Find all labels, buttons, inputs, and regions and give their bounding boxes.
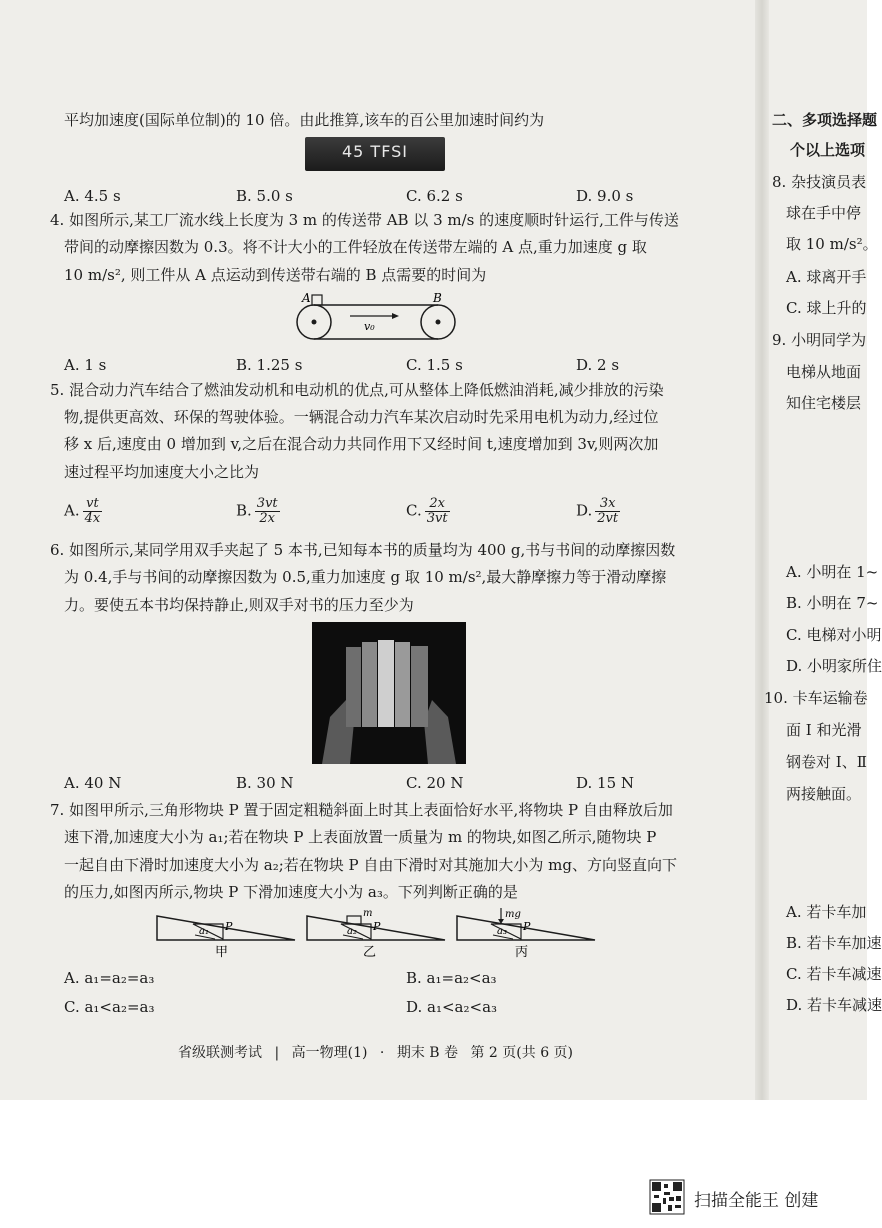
car-badge-text: 45 TFSI [341, 142, 408, 161]
scanner-watermark [650, 1180, 860, 1216]
block-p-label-bing: P [523, 920, 531, 933]
scanner-label: 扫描全能王 创建 [694, 1191, 819, 1211]
velocity-arrowhead [392, 313, 399, 319]
q10-option-a: A. 若卡车加 [786, 903, 867, 921]
page-gutter [755, 0, 769, 1100]
q5-option-c-fraction: $\frac{2x}{3vt}$ [426, 496, 448, 526]
q10-line-4: 两接触面。 [786, 785, 862, 803]
q6-line-2: 为 0.4,手与书间的动摩擦因数为 0.5,重力加速度 g 取 10 m/s²,最大静摩擦力等于滑动摩擦 [64, 568, 667, 586]
q9-line-2: 电梯从地面 [786, 363, 862, 381]
q9-option-d: D. 小明家所住 [786, 657, 882, 675]
q6-option-d: D. 15 N [576, 774, 635, 792]
q5-line-3: 移 x 后,速度由 0 增加到 v,之后在混合动力共同作用下又经时间 t,速度增加到 3v,则两次加 [64, 435, 659, 453]
figure-label-jia: 甲 [215, 945, 229, 960]
q9-option-c: C. 电梯对小明 [786, 626, 882, 644]
page-footer [178, 1042, 581, 1062]
block-p-label-yi: P [373, 920, 381, 933]
block-p-label-jia: P [225, 920, 233, 933]
mass-m-label: m [363, 908, 373, 919]
q5-option-a: A. $\frac{vt}{4x}$ [64, 496, 101, 526]
q7-option-d: D. a₁<a₂<a₃ [406, 998, 498, 1016]
q6-option-a: A. 40 N [64, 774, 122, 792]
q3-option-d: D. 9.0 s [576, 187, 634, 205]
q10-line-2: 面 Ⅰ 和光滑 [786, 721, 862, 739]
point-b-label: B [433, 291, 442, 305]
q6-option-c: C. 20 N [406, 774, 464, 792]
car-badge-image [305, 137, 445, 171]
q7-option-b: B. a₁=a₂<a₃ [406, 969, 497, 987]
right-pulley-axle [436, 320, 441, 325]
figure-label-bing: 丙 [515, 945, 529, 960]
q5-option-a-fraction: $\frac{vt}{4x}$ [84, 496, 101, 526]
footer-page-number: 第 2 页(共 6 页) [470, 1045, 574, 1061]
workpiece-block [312, 295, 322, 305]
q4-option-b: B. 1.25 s [236, 356, 303, 374]
q7-line-1: 7. 如图甲所示,三角形物块 P 置于固定粗糙斜面上时其上表面恰好水平,将物块 P 自由释放后加 [50, 801, 673, 819]
q5-option-c: C. $\frac{2x}{3vt}$ [406, 496, 448, 526]
footer-dot: · [379, 1045, 385, 1061]
velocity-label: v₀ [364, 320, 375, 333]
figure-label-yi: 乙 [363, 945, 377, 960]
section-two-heading: 二、多项选择题 [772, 111, 878, 129]
q4-option-d: D. 2 s [576, 356, 620, 374]
q10-option-b: B. 若卡车加速 [786, 934, 882, 952]
accel-a3-label: a₃ [497, 926, 507, 937]
section-two-subheading: 个以上选项 [790, 141, 866, 159]
book-2 [362, 642, 377, 727]
q3-option-c: C. 6.2 s [406, 187, 463, 205]
footer-exam-name: 省级联测考试 [178, 1045, 262, 1061]
q7-line-2: 速下滑,加速度大小为 a₁;若在物块 P 上表面放置一质量为 m 的物块,如图乙所示,随物块 P [64, 828, 657, 846]
footer-divider: | [274, 1045, 280, 1061]
footer-paper-type: 期末 B 卷 [396, 1045, 459, 1061]
q7-option-a: A. a₁=a₂=a₃ [64, 969, 155, 987]
q5-options [64, 497, 704, 531]
q5-line-2: 物,提供更高效、环保的驾驶体验。一辆混合动力汽车某次启动时先采用电机为动力,经过位 [64, 408, 659, 426]
incline-figure-yi [307, 908, 445, 960]
q3-tail-text: 平均加速度(国际单位制)的 10 倍。由此推算,该车的百公里加速时间约为 [64, 111, 545, 129]
q9-option-b: B. 小明在 7~ [786, 594, 879, 612]
q5-option-d-fraction: $\frac{3x}{2vt}$ [597, 496, 619, 526]
q5-option-b: B. $\frac{3vt}{2x}$ [236, 496, 278, 526]
books-photo [312, 622, 466, 764]
q4-option-a: A. 1 s [64, 356, 107, 374]
q4-line-1: 4. 如图所示,某工厂流水线上长度为 3 m 的传送带 AB 以 3 m/s 的速度顺时针运行,工件与传送 [50, 211, 679, 229]
q10-option-c: C. 若卡车减速 [786, 965, 882, 983]
q9-line-1: 9. 小明同学为 [772, 331, 867, 349]
conveyor-belt-figure [296, 290, 458, 352]
left-pulley-axle [312, 320, 317, 325]
q10-option-d: D. 若卡车减速 [786, 996, 882, 1014]
q8-line-3: 取 10 m/s²。 [786, 235, 878, 253]
q7-line-3: 一起自由下滑时加速度大小为 a₂;若在物块 P 自由下滑时对其施加大小为 mg、方向竖直向下 [64, 856, 678, 874]
q8-option-a: A. 球离开手 [786, 268, 867, 286]
force-mg-label: mg [505, 909, 521, 920]
q10-line-1: 10. 卡车运输卷 [764, 689, 868, 707]
footer-subject: 高一物理(1) [291, 1045, 368, 1061]
accel-a1-label: a₁ [199, 926, 209, 937]
q5-line-1: 5. 混合动力汽车结合了燃油发动机和电动机的优点,可从整体上降低燃油消耗,减少排放的污染 [50, 381, 664, 399]
q3-option-b: B. 5.0 s [236, 187, 293, 205]
q7-option-c: C. a₁<a₂=a₃ [64, 998, 155, 1016]
q4-option-c: C. 1.5 s [406, 356, 463, 374]
q6-line-1: 6. 如图所示,某同学用双手夹起了 5 本书,已知每本书的质量均为 400 g,书与书间的动摩擦因数 [50, 541, 676, 559]
q10-line-3: 钢卷对 Ⅰ、Ⅱ [786, 753, 867, 771]
accel-a2-label: a₂ [347, 926, 357, 937]
q4-line-3: 10 m/s², 则工件从 A 点运动到传送带右端的 B 点需要的时间为 [64, 266, 487, 284]
book-5 [411, 646, 428, 727]
q9-option-a: A. 小明在 1~ [786, 563, 879, 581]
q3-option-a: A. 4.5 s [64, 187, 121, 205]
q6-line-3: 力。要使五本书均保持静止,则双手对书的压力至少为 [64, 596, 414, 614]
incline-figure-jia [157, 916, 295, 960]
q4-line-2: 带间的动摩擦因数为 0.3。将不计大小的工件轻放在传送带左端的 A 点,重力加速度 g 取 [64, 238, 647, 256]
book-1 [346, 647, 361, 727]
q7-line-4: 的压力,如图丙所示,物块 P 下滑加速度大小为 a₃。下列判断正确的是 [64, 883, 518, 901]
book-4 [395, 642, 410, 727]
incline-figures [155, 908, 625, 970]
qr-code-icon [650, 1180, 684, 1214]
q6-option-b: B. 30 N [236, 774, 294, 792]
point-a-label: A [302, 291, 311, 305]
books-photo-drawing [312, 622, 466, 764]
book-3 [378, 640, 394, 727]
q8-option-c: C. 球上升的 [786, 299, 867, 317]
q5-option-d: D. $\frac{3x}{2vt}$ [576, 496, 619, 526]
q8-line-1: 8. 杂技演员表 [772, 173, 867, 191]
incline-figure-bing [457, 908, 595, 960]
q8-line-2: 球在手中停 [786, 204, 862, 222]
q9-line-3: 知住宅楼层 [786, 394, 862, 412]
q5-option-b-fraction: $\frac{3vt}{2x}$ [256, 496, 278, 526]
q5-line-4: 速过程平均加速度大小之比为 [64, 463, 260, 481]
